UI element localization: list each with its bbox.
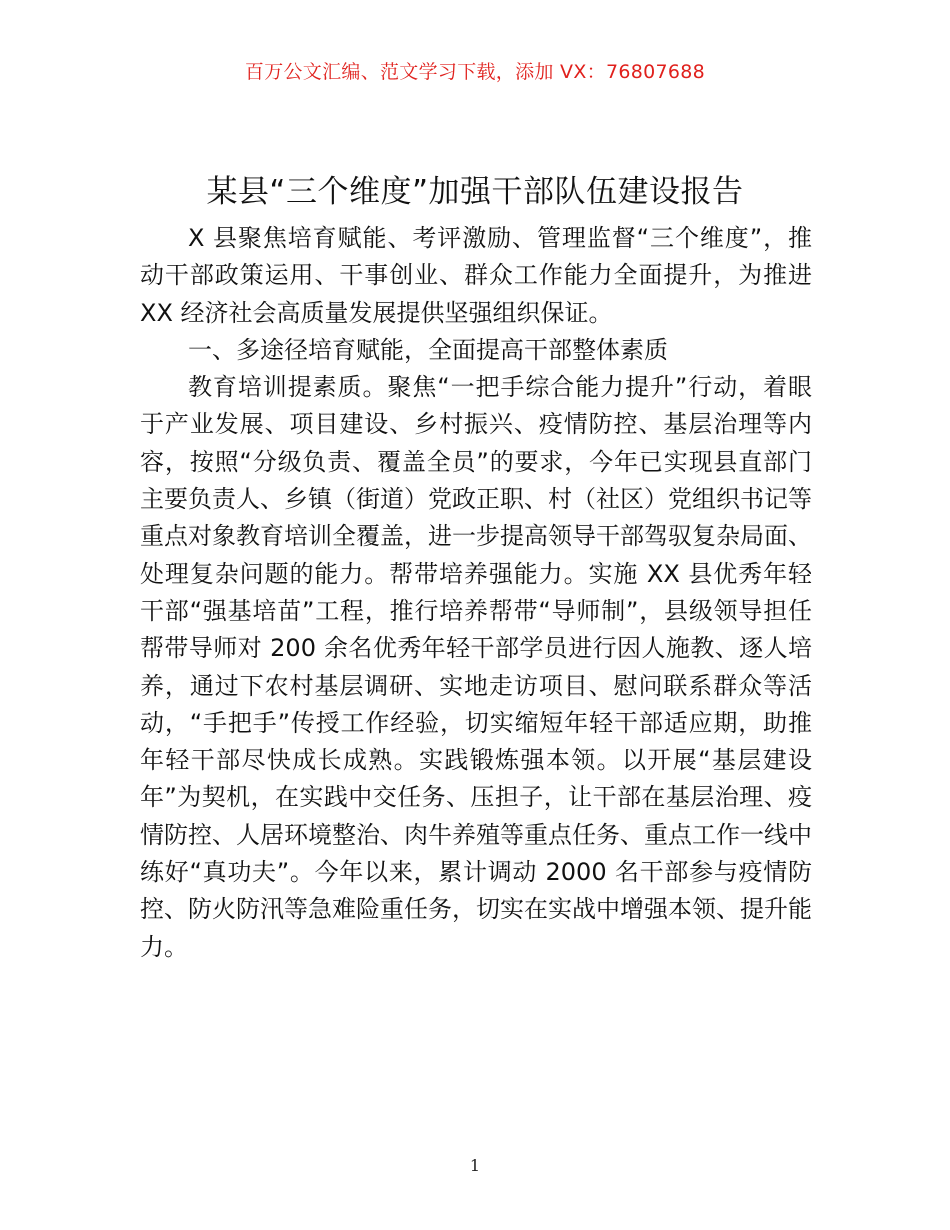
section-heading: 一、多途径培育赋能，全面提高干部整体素质 bbox=[188, 335, 668, 364]
body-paragraph: 教育培训提素质。聚焦“一把手综合能力提升”行动，着眼于产业发展、项目建设、乡村振兴、疫情防控、基层治理等内容，按照“分级负责、覆盖全员”的要求，今年已实现县直部门主要负责人、乡镇（街道）党政正职、村（社区）党组织书记等重点对象教育培训全覆盖，进一步提高领导干部驾驭复杂局面、处理复杂问题的能力。帮带培养强能力。实施 XX 县优秀年轻干部“强基培苗”工程，推行培养帮带“导师制”，县级领导担任帮带导师对 200 余名优秀年轻干部学员进行因人施教、逐人培养，通过下农村基层调研、实地走访项目、慰问联系群众等活动，“手把手”传授工作经验，切实缩短年轻干部适应期，助推年轻干部尽快成长成熟。实践锻炼强本领。以开展“基层建设年”为契机，在实践中交任务、压担子，让干部在基层治理、疫情防控、人居环境整治、肉牛养殖等重点任务、重点工作一线中练好“真功夫”。今年以来，累计调动 2000 名干部参与疫情防控、防火防汛等急难险重任务，切实在实战中增强本领、提升能力。 bbox=[140, 373, 812, 961]
intro-paragraph: X 县聚焦培育赋能、考评激励、管理监督“三个维度”，推动干部政策运用、干事创业、群众工作能力全面提升，为推进 XX 经济社会高质量发展提供坚强组织保证。 bbox=[140, 224, 812, 327]
document-body bbox=[140, 220, 812, 966]
page-number: 1 bbox=[469, 1156, 481, 1175]
header-banner: 百万公文汇编、范文学习下载，添加 VX：76807688 bbox=[244, 61, 706, 83]
document-title: 某县“三个维度”加强干部队伍建设报告 bbox=[206, 174, 744, 210]
